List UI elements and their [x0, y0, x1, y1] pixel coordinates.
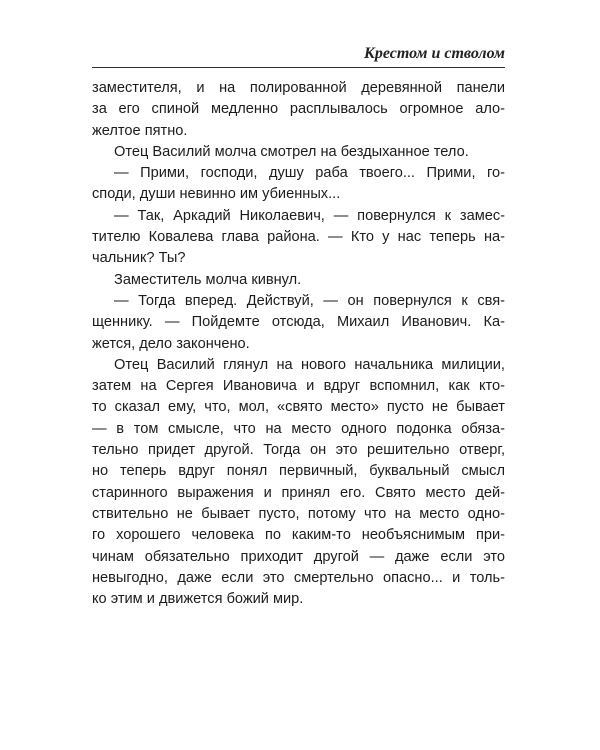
header-rule: [92, 67, 505, 68]
text-line: споди, души невинно им убиенных...: [92, 186, 341, 203]
running-header: Крестом и стволом: [364, 45, 505, 62]
text-line: — Так, Аркадий Николаевич, — повернулся к замес-: [114, 207, 505, 224]
text-line: заместителя, и на полированной деревянной панели: [92, 80, 505, 96]
text-line: за его спиной медленно расплывалось огромное ало-: [92, 101, 505, 118]
text-line: жется, дело закончено.: [92, 335, 250, 352]
paragraph: [92, 291, 505, 355]
text-line: ствительно не бывает пусто, потому что на место одно-: [92, 505, 505, 522]
text-line: — Тогда вперед. Действуй, — он повернулся к свя-: [114, 292, 505, 309]
text-line: то сказал ему, что, мол, «свято место» пусто не бывает: [92, 399, 505, 416]
paragraph: [92, 78, 505, 142]
paragraph: [92, 206, 505, 270]
text-line: го хорошего человека по каким-то необъяснимым при-: [92, 527, 505, 544]
paragraph: [92, 270, 505, 291]
text-line: ко этим и движется божий мир.: [92, 591, 304, 608]
text-line: Отец Василий молча смотрел на бездыханное тело.: [114, 143, 469, 160]
text-line: — в том смысле, что на место одного подонка обяза-: [92, 420, 505, 437]
text-line: Заместитель молча кивнул.: [114, 271, 302, 288]
text-line: Отец Василий глянул на нового начальника милиции,: [114, 356, 505, 373]
text-line: тителю Ковалева глава района. — Кто у нас теперь на-: [92, 229, 505, 246]
text-line: старинного выражения и принял его. Свято место дей-: [92, 484, 505, 501]
text-line: но теперь вдруг понял первичный, буквальный смысл: [92, 463, 505, 480]
text-line: невыгодно, даже если это смертельно опасно... и толь-: [92, 569, 505, 586]
text-line: чинам обязательно приходит другой — даже если это: [92, 548, 505, 565]
text-line: — Прими, господи, душу раба твоего... Прими, го-: [114, 165, 505, 182]
body-text: [92, 78, 505, 610]
text-line: щеннику. — Пойдемте отсюда, Михаил Иванович. Ка-: [92, 314, 505, 331]
text-line: чальник? Ты?: [92, 250, 186, 267]
paragraph: [92, 163, 505, 206]
text-line: затем на Сергея Ивановича и вдруг вспомнил, как кто-: [92, 378, 505, 395]
text-line: желтое пятно.: [92, 122, 188, 139]
paragraph: [92, 142, 505, 163]
paragraph: [92, 355, 505, 611]
text-line: тельно придет другой. Тогда он это решительно отверг,: [92, 442, 505, 459]
